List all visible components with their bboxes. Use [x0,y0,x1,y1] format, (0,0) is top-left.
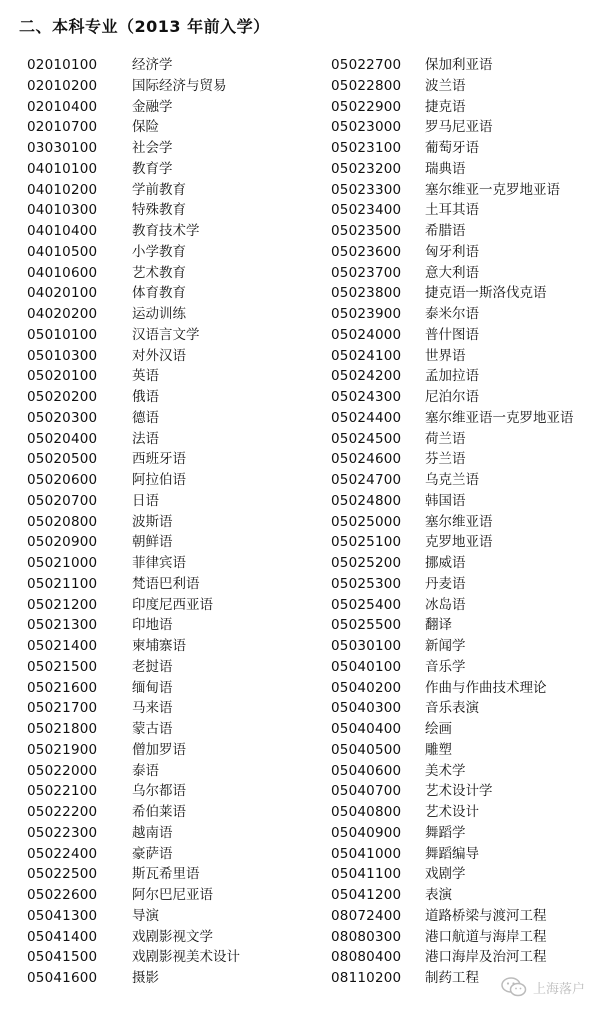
major-code: 05020900 [27,534,98,551]
major-code: 05024300 [331,389,402,405]
major-code: 05020600 [27,472,98,488]
major-code: 05023800 [331,285,402,302]
major-name: 法语 [132,430,159,447]
major-name: 老挝语 [132,658,173,675]
major-name: 韩国语 [425,492,466,509]
major-name: 斯瓦希里语 [132,866,200,883]
major-name: 葡萄牙语 [425,140,479,156]
major-name: 世界语 [425,347,466,364]
major-name: 保险 [132,119,159,136]
major-name: 菲律宾语 [132,555,186,571]
major-name: 摄影 [132,970,159,986]
major-code: 05024500 [331,430,402,447]
major-name: 朝鲜语 [132,534,173,551]
major-code: 05040300 [331,700,402,717]
major-name: 特殊教育 [132,202,186,219]
major-name: 道路桥梁与渡河工程 [425,907,547,924]
major-code: 05025500 [331,617,402,634]
major-code: 08072400 [331,907,402,924]
major-code: 05041200 [331,887,402,903]
major-name: 冰岛语 [425,596,466,613]
major-name: 塞尔维亚语一克罗地亚语 [425,409,574,426]
major-code: 05022300 [27,824,98,841]
major-name: 丹麦语 [425,575,466,592]
major-name: 学前教育 [132,181,186,198]
major-code: 05023300 [331,181,402,198]
major-name: 尼泊尔语 [425,389,479,405]
major-name: 泰语 [132,762,159,779]
major-name: 西班牙语 [132,451,186,468]
major-code: 05025200 [331,555,402,571]
major-code: 05021900 [27,741,98,758]
major-code: 05041100 [331,866,402,883]
major-code: 08080300 [331,928,402,945]
major-code: 05041400 [27,928,98,945]
major-code: 05022900 [331,98,402,115]
major-name: 塞尔维亚一克罗地亚语 [425,181,560,198]
major-code: 05024200 [331,368,402,385]
major-name: 教育技术学 [132,223,200,239]
major-code: 04010200 [27,181,98,198]
major-name: 社会学 [132,140,173,156]
major-code: 05040800 [331,804,402,820]
major-code: 05024600 [331,451,402,468]
major-name: 孟加拉语 [425,368,479,385]
major-name: 普什图语 [425,326,479,343]
major-name: 汉语言文学 [132,326,200,343]
major-code: 02010200 [27,77,98,94]
major-name: 柬埔寨语 [132,638,186,654]
major-name: 舞蹈学 [425,824,466,841]
major-code: 05040400 [331,721,402,737]
major-name: 艺术设计学 [425,783,493,800]
major-name: 国际经济与贸易 [132,77,227,94]
major-name: 舞蹈编导 [425,845,479,862]
major-code: 05030100 [331,638,402,654]
page-title: 二、本科专业（2013 年前入学） [19,17,270,36]
major-name: 乌尔都语 [132,783,186,800]
major-code: 05041600 [27,970,98,986]
major-name: 港口航道与海岸工程 [425,928,547,945]
major-code: 05040100 [331,658,402,675]
major-code: 05023000 [331,119,402,136]
major-name: 音乐表演 [425,700,479,717]
major-name: 表演 [425,887,452,903]
major-code: 05021500 [27,658,98,675]
major-name: 戏剧影视美术设计 [132,949,240,966]
major-name: 日语 [132,492,159,509]
major-code: 05020700 [27,492,98,509]
major-name: 翻译 [425,617,452,634]
major-name: 戏剧学 [425,866,466,883]
major-name: 金融学 [132,98,173,115]
major-code: 05021100 [27,575,98,592]
major-code: 05021600 [27,679,98,696]
major-code: 05022400 [27,845,98,862]
major-code: 05041300 [27,907,98,924]
major-code: 05041500 [27,949,98,966]
major-code: 04010100 [27,160,98,177]
major-code: 05022800 [331,77,402,94]
major-code: 05025300 [331,575,402,592]
major-code: 05020100 [27,368,98,385]
major-name: 美术学 [425,762,466,779]
major-name: 制药工程 [425,970,479,986]
major-code: 05025000 [331,513,402,530]
major-code: 05023900 [331,306,402,322]
major-code: 05040600 [331,762,402,779]
major-code: 05021300 [27,617,98,634]
major-code: 05024100 [331,347,402,364]
major-code: 02010400 [27,98,98,115]
major-name: 戏剧影视文学 [132,928,213,945]
major-code: 05025100 [331,534,402,551]
major-name: 匈牙利语 [425,243,479,260]
major-name: 梵语巴利语 [132,575,200,592]
major-name: 印度尼西亚语 [132,596,213,613]
major-code: 08110200 [331,970,402,986]
major-code: 05020300 [27,409,98,426]
major-code: 05020800 [27,513,98,530]
major-name: 艺术教育 [132,264,186,281]
major-code: 05041000 [331,845,402,862]
major-code: 05022200 [27,804,98,820]
major-code: 05010300 [27,347,98,364]
major-name: 土耳其语 [425,202,479,219]
major-code: 03030100 [27,140,98,156]
major-code: 05020500 [27,451,98,468]
major-code: 05040500 [331,741,402,758]
major-name: 荷兰语 [425,430,466,447]
major-name: 意大利语 [425,264,479,281]
major-name: 缅甸语 [132,679,173,696]
major-name: 豪萨语 [132,845,173,862]
major-name: 泰米尔语 [425,306,479,322]
wechat-icon [501,977,527,997]
major-name: 艺术设计 [425,804,479,820]
major-name: 英语 [132,368,159,385]
major-code: 05040700 [331,783,402,800]
major-code: 04010500 [27,243,98,260]
major-code: 05020200 [27,389,98,405]
major-code: 05021000 [27,555,98,571]
major-name: 小学教育 [132,243,186,260]
major-name: 波兰语 [425,77,466,94]
major-name: 导演 [132,907,159,924]
major-code: 05023700 [331,264,402,281]
major-name: 马来语 [132,700,173,717]
major-code: 05022000 [27,762,98,779]
major-name: 阿尔巴尼亚语 [132,887,213,903]
major-name: 阿拉伯语 [132,472,186,488]
major-code: 05023400 [331,202,402,219]
major-code: 05021800 [27,721,98,737]
major-name: 捷克语一斯洛伐克语 [425,285,547,302]
major-name: 乌克兰语 [425,472,479,488]
major-code: 05022500 [27,866,98,883]
major-name: 保加利亚语 [425,57,493,73]
major-code: 04010600 [27,264,98,281]
major-code: 05022100 [27,783,98,800]
major-code: 05021400 [27,638,98,654]
major-name: 运动训练 [132,306,186,322]
major-code: 04010400 [27,223,98,239]
major-name: 僧加罗语 [132,741,186,758]
major-code: 05024800 [331,492,402,509]
watermark [499,976,587,998]
major-name: 新闻学 [425,638,466,654]
major-code: 02010700 [27,119,98,136]
major-name: 绘画 [425,721,452,737]
watermark-text: 上海落户 [532,981,585,997]
major-code: 05021700 [27,700,98,717]
major-code: 05024700 [331,472,402,488]
major-name: 印地语 [132,617,173,634]
major-code: 05021200 [27,596,98,613]
major-name: 越南语 [132,824,173,841]
major-code: 04010300 [27,202,98,219]
major-code: 05040200 [331,679,402,696]
major-code: 05010100 [27,326,98,343]
major-code: 05025400 [331,596,402,613]
major-name: 经济学 [132,57,173,73]
major-name: 克罗地亚语 [425,534,493,551]
major-code: 08080400 [331,949,402,966]
major-name: 教育学 [132,160,173,177]
major-code: 05022700 [331,57,402,73]
major-code: 05023200 [331,160,402,177]
major-name: 罗马尼亚语 [425,119,493,136]
major-name: 港口海岸及治河工程 [425,949,547,966]
major-name: 挪威语 [425,555,466,571]
major-name: 波斯语 [132,513,173,530]
major-name: 希腊语 [425,223,466,239]
major-code: 02010100 [27,57,98,73]
major-code: 05022600 [27,887,98,903]
major-name: 德语 [132,409,159,426]
major-name: 音乐学 [425,658,466,675]
major-name: 希伯莱语 [132,804,186,820]
major-name: 对外汉语 [132,347,186,364]
major-name: 雕塑 [425,741,452,758]
major-code: 05040900 [331,824,402,841]
major-code: 04020200 [27,306,98,322]
major-code: 05024400 [331,409,402,426]
major-name: 芬兰语 [425,451,466,468]
major-code: 05023100 [331,140,402,156]
major-code: 05024000 [331,326,402,343]
major-name: 瑞典语 [425,160,466,177]
major-name: 蒙古语 [132,721,173,737]
major-name: 塞尔维亚语 [425,513,493,530]
major-name: 捷克语 [425,98,466,115]
major-name: 体育教育 [132,285,186,302]
major-code: 04020100 [27,285,98,302]
major-name: 作曲与作曲技术理论 [425,679,547,696]
major-code: 05023500 [331,223,402,239]
major-code: 05023600 [331,243,402,260]
major-name: 俄语 [132,389,159,405]
major-code: 05020400 [27,430,98,447]
